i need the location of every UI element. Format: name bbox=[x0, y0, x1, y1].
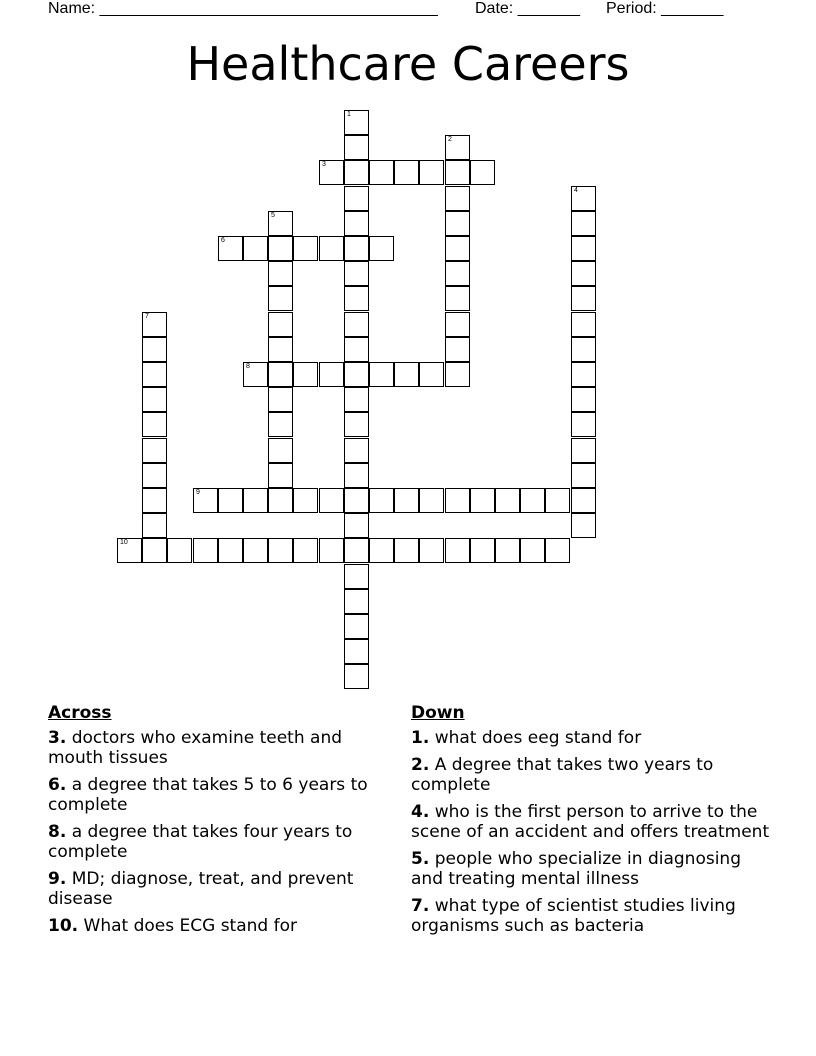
across-clue bbox=[48, 728, 393, 768]
crossword-cell[interactable] bbox=[445, 362, 470, 387]
crossword-cell[interactable] bbox=[344, 261, 369, 286]
crossword-cell[interactable] bbox=[571, 186, 596, 211]
crossword-cell[interactable] bbox=[243, 362, 268, 387]
crossword-cell[interactable] bbox=[445, 135, 470, 160]
down-clues bbox=[411, 702, 776, 943]
crossword-cell[interactable] bbox=[445, 236, 470, 261]
crossword-cell[interactable] bbox=[369, 236, 394, 261]
crossword-cell[interactable] bbox=[344, 513, 369, 538]
crossword-cell[interactable] bbox=[319, 538, 344, 563]
crossword-cell[interactable] bbox=[293, 538, 318, 563]
crossword-cell[interactable] bbox=[394, 160, 419, 185]
crossword-cell[interactable] bbox=[268, 236, 293, 261]
cell-number: 7 bbox=[145, 313, 149, 320]
crossword-cell[interactable] bbox=[218, 488, 243, 513]
clue-number: 9. bbox=[48, 869, 67, 889]
crossword-cell[interactable] bbox=[142, 312, 167, 337]
crossword-cell[interactable] bbox=[218, 538, 243, 563]
crossword-cell[interactable] bbox=[545, 538, 570, 563]
crossword-cell[interactable] bbox=[571, 261, 596, 286]
crossword-cell[interactable] bbox=[344, 387, 369, 412]
clue-text: people who specialize in diagnosing and treating mental illness bbox=[411, 849, 741, 889]
clue-number: 10. bbox=[48, 916, 79, 936]
clue-number: 3. bbox=[48, 728, 67, 748]
crossword-cell[interactable] bbox=[218, 236, 243, 261]
cell-number: 3 bbox=[322, 161, 326, 168]
down-clue bbox=[411, 728, 776, 748]
down-clue bbox=[411, 849, 776, 889]
crossword-cell[interactable] bbox=[142, 362, 167, 387]
crossword-cell[interactable] bbox=[571, 236, 596, 261]
clue-text: What does ECG stand for bbox=[83, 916, 297, 936]
crossword-cell[interactable] bbox=[495, 488, 520, 513]
crossword-cell[interactable] bbox=[344, 589, 369, 614]
crossword-cell[interactable] bbox=[344, 538, 369, 563]
crossword-cell[interactable] bbox=[268, 438, 293, 463]
crossword-cell[interactable] bbox=[268, 337, 293, 362]
cell-number: 8 bbox=[246, 363, 250, 370]
crossword-cell[interactable] bbox=[344, 412, 369, 437]
across-clue bbox=[48, 869, 393, 909]
crossword-cell[interactable] bbox=[268, 286, 293, 311]
clue-text: doctors who examine teeth and mouth tissues bbox=[48, 728, 343, 768]
crossword-cell[interactable] bbox=[193, 488, 218, 513]
crossword-cell[interactable] bbox=[268, 211, 293, 236]
crossword-cell[interactable] bbox=[470, 488, 495, 513]
cell-number: 4 bbox=[574, 187, 578, 194]
crossword-cell[interactable] bbox=[445, 186, 470, 211]
crossword-cell[interactable] bbox=[142, 463, 167, 488]
crossword-cell[interactable] bbox=[268, 538, 293, 563]
crossword-cell[interactable] bbox=[571, 513, 596, 538]
crossword-cell[interactable] bbox=[142, 488, 167, 513]
name-field[interactable]: Name: ______________________________________ bbox=[48, 0, 438, 17]
cell-number: 9 bbox=[196, 489, 200, 496]
crossword-cell[interactable] bbox=[520, 538, 545, 563]
crossword-cell[interactable] bbox=[545, 488, 570, 513]
crossword-cell[interactable] bbox=[445, 211, 470, 236]
clue-text: MD; diagnose, treat, and prevent disease bbox=[48, 869, 354, 909]
down-clue bbox=[411, 755, 776, 795]
crossword-cell[interactable] bbox=[369, 488, 394, 513]
date-field[interactable]: Date: _______ bbox=[475, 0, 580, 17]
crossword-cell[interactable] bbox=[344, 639, 369, 664]
crossword-cell[interactable] bbox=[319, 362, 344, 387]
crossword-cell[interactable] bbox=[571, 362, 596, 387]
crossword-cell[interactable] bbox=[243, 488, 268, 513]
crossword-cell[interactable] bbox=[142, 438, 167, 463]
crossword-cell[interactable] bbox=[344, 614, 369, 639]
crossword-cell[interactable] bbox=[344, 438, 369, 463]
down-clue bbox=[411, 896, 776, 936]
crossword-cell[interactable] bbox=[293, 236, 318, 261]
crossword-cell[interactable] bbox=[344, 564, 369, 589]
crossword-cell[interactable] bbox=[571, 463, 596, 488]
crossword-cell[interactable] bbox=[419, 538, 444, 563]
crossword-cell[interactable] bbox=[142, 412, 167, 437]
crossword-cell[interactable] bbox=[344, 312, 369, 337]
cell-number: 10 bbox=[120, 539, 128, 546]
crossword-cell[interactable] bbox=[571, 211, 596, 236]
crossword-cell[interactable] bbox=[117, 538, 142, 563]
clue-number: 5. bbox=[411, 849, 430, 869]
crossword-cell[interactable] bbox=[470, 160, 495, 185]
crossword-cell[interactable] bbox=[571, 438, 596, 463]
crossword-cell[interactable] bbox=[319, 160, 344, 185]
crossword-cell[interactable] bbox=[445, 261, 470, 286]
clue-text: what type of scientist studies living organisms such as bacteria bbox=[411, 896, 736, 936]
crossword-cell[interactable] bbox=[571, 387, 596, 412]
crossword-cell[interactable] bbox=[369, 160, 394, 185]
crossword-cell[interactable] bbox=[344, 463, 369, 488]
crossword-cell[interactable] bbox=[268, 463, 293, 488]
crossword-cell[interactable] bbox=[571, 286, 596, 311]
across-clues bbox=[48, 702, 393, 943]
across-clue bbox=[48, 822, 393, 862]
cell-number: 2 bbox=[448, 136, 452, 143]
crossword-cell[interactable] bbox=[142, 387, 167, 412]
crossword-cell[interactable] bbox=[344, 337, 369, 362]
crossword-cell[interactable] bbox=[268, 312, 293, 337]
crossword-cell[interactable] bbox=[344, 211, 369, 236]
crossword-cell[interactable] bbox=[344, 110, 369, 135]
crossword-cell[interactable] bbox=[293, 362, 318, 387]
clue-number: 1. bbox=[411, 728, 430, 748]
clue-text: what does eeg stand for bbox=[434, 728, 642, 748]
crossword-cell[interactable] bbox=[142, 337, 167, 362]
down-clue bbox=[411, 802, 776, 842]
clue-number: 8. bbox=[48, 822, 67, 842]
crossword-cell[interactable] bbox=[369, 538, 394, 563]
crossword-cell[interactable] bbox=[419, 160, 444, 185]
crossword-cell[interactable] bbox=[571, 488, 596, 513]
crossword-cell[interactable] bbox=[520, 488, 545, 513]
across-clue bbox=[48, 916, 393, 936]
cell-number: 5 bbox=[271, 212, 275, 219]
clue-number: 2. bbox=[411, 755, 430, 775]
crossword-cell[interactable] bbox=[344, 286, 369, 311]
crossword-cell[interactable] bbox=[268, 387, 293, 412]
crossword-cell[interactable] bbox=[571, 412, 596, 437]
crossword-cell[interactable] bbox=[445, 337, 470, 362]
crossword-cell[interactable] bbox=[445, 286, 470, 311]
crossword-cell[interactable] bbox=[445, 160, 470, 185]
clue-text: a degree that takes four years to complete bbox=[48, 822, 353, 862]
clue-number: 7. bbox=[411, 896, 430, 916]
crossword-cell[interactable] bbox=[344, 135, 369, 160]
crossword-cell[interactable] bbox=[293, 488, 318, 513]
across-clue bbox=[48, 775, 393, 815]
crossword-cell[interactable] bbox=[319, 236, 344, 261]
crossword-cell[interactable] bbox=[243, 236, 268, 261]
page-title: Healthcare Careers bbox=[186, 37, 630, 91]
crossword-cell[interactable] bbox=[319, 488, 344, 513]
crossword-cell[interactable] bbox=[394, 362, 419, 387]
crossword-cell[interactable] bbox=[344, 160, 369, 185]
crossword-cell[interactable] bbox=[193, 538, 218, 563]
crossword-cell[interactable] bbox=[445, 312, 470, 337]
crossword-cell[interactable] bbox=[344, 186, 369, 211]
clue-text: A degree that takes two years to complete bbox=[411, 755, 714, 795]
crossword-cell[interactable] bbox=[344, 488, 369, 513]
period-field[interactable]: Period: _______ bbox=[606, 0, 724, 17]
crossword-cell[interactable] bbox=[344, 362, 369, 387]
crossword-cell[interactable] bbox=[142, 538, 167, 563]
crossword-cell[interactable] bbox=[344, 236, 369, 261]
crossword-cell[interactable] bbox=[167, 538, 192, 563]
cell-number: 6 bbox=[221, 237, 225, 244]
crossword-cell[interactable] bbox=[445, 488, 470, 513]
crossword-cell[interactable] bbox=[268, 261, 293, 286]
across-heading: Across bbox=[48, 703, 112, 723]
crossword-cell[interactable] bbox=[369, 362, 394, 387]
crossword-cell[interactable] bbox=[571, 312, 596, 337]
crossword-cell[interactable] bbox=[243, 538, 268, 563]
crossword-cell[interactable] bbox=[142, 513, 167, 538]
clue-text: a degree that takes 5 to 6 years to complete bbox=[48, 775, 368, 815]
crossword-cell[interactable] bbox=[268, 362, 293, 387]
crossword-cell[interactable] bbox=[394, 538, 419, 563]
clue-number: 6. bbox=[48, 775, 67, 795]
crossword-cell[interactable] bbox=[495, 538, 520, 563]
crossword-cell[interactable] bbox=[419, 488, 444, 513]
crossword-cell[interactable] bbox=[394, 488, 419, 513]
clue-text: who is the first person to arrive to the scene of an accident and offers treatment bbox=[411, 802, 770, 842]
clue-number: 4. bbox=[411, 802, 430, 822]
cell-number: 1 bbox=[347, 111, 351, 118]
crossword-cell[interactable] bbox=[419, 362, 444, 387]
crossword-cell[interactable] bbox=[268, 488, 293, 513]
crossword-cell[interactable] bbox=[268, 412, 293, 437]
down-heading: Down bbox=[411, 703, 465, 723]
crossword-cell[interactable] bbox=[470, 538, 495, 563]
crossword-cell[interactable] bbox=[344, 664, 369, 689]
crossword-cell[interactable] bbox=[445, 538, 470, 563]
crossword-cell[interactable] bbox=[571, 337, 596, 362]
